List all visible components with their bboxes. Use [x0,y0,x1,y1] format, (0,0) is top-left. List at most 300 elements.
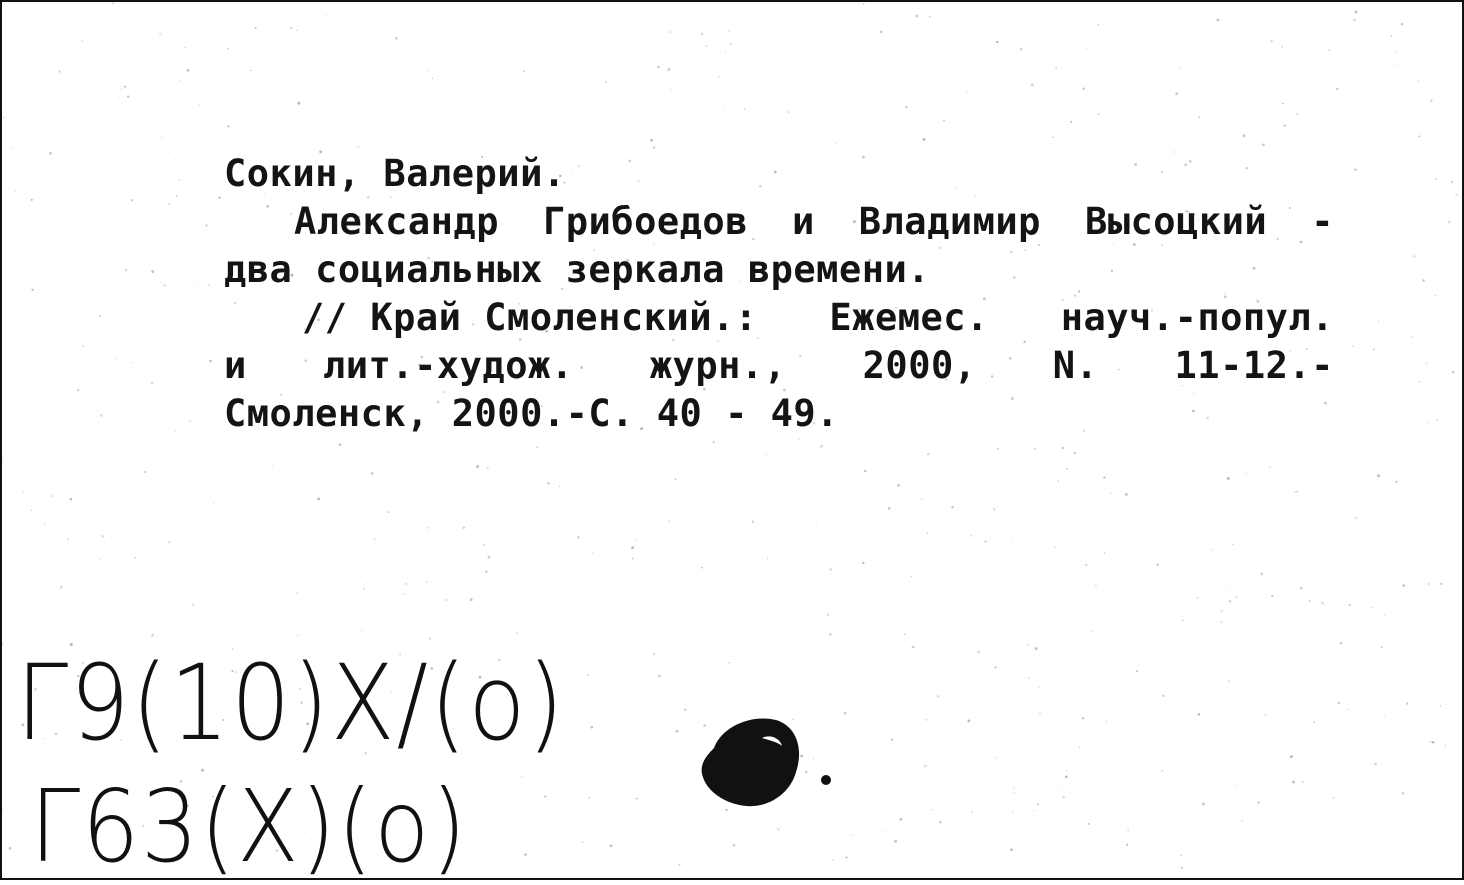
speck [821,445,824,448]
speck [1394,65,1396,67]
speck [426,71,428,73]
speck [1181,867,1183,869]
speck [524,853,527,856]
speck [58,70,60,72]
source-part: N. [1052,344,1099,387]
speck [922,138,925,141]
speck [205,224,207,226]
speck [669,521,670,522]
speck [1082,717,1084,719]
speck [653,146,655,148]
speck [995,666,997,668]
bibliographic-entry [224,150,1334,438]
speck [1198,116,1200,118]
speck [1229,600,1231,602]
speck [730,43,732,45]
speck [777,828,780,831]
speck [1440,705,1441,706]
speck [160,282,162,284]
speck [1269,466,1270,467]
speck [218,197,220,199]
speck [971,811,973,813]
speck [1406,702,1408,704]
speck [1062,796,1065,799]
speck [197,286,198,287]
speck [3,117,5,119]
speck [787,111,789,113]
speck [111,536,113,538]
speck [1321,602,1324,605]
speck [168,541,171,544]
speck [1352,345,1354,347]
speck [997,448,999,450]
speck [845,856,847,858]
speck [752,521,754,523]
speck [485,571,487,573]
speck [1411,336,1413,338]
source-line-1 [224,294,1334,342]
speck [192,603,195,606]
speck [388,511,390,513]
speck [1290,755,1293,758]
speck [1074,452,1076,454]
speck [429,638,431,640]
speck [767,558,768,559]
speck [1418,80,1419,81]
speck [1373,348,1375,350]
speck [1197,597,1199,599]
speck [250,70,252,72]
speck [70,498,73,501]
speck [885,830,887,832]
title-word: и [791,200,815,243]
speck [1028,677,1030,679]
speck [1328,49,1330,51]
speck [1012,811,1013,812]
speck [939,821,942,824]
speck [1294,491,1295,492]
speck [483,543,486,546]
speck [486,467,488,469]
speck [1313,721,1315,723]
speck [590,726,593,729]
speck [180,79,181,80]
speck [1422,279,1424,281]
speck [723,108,724,109]
speck [1054,546,1056,548]
speck [1300,587,1302,589]
speck [44,524,46,526]
speck [544,795,546,797]
speck [189,420,191,422]
speck [1202,802,1205,805]
speck [1309,600,1311,602]
speck [1384,614,1386,616]
speck [1435,295,1437,297]
speck [1235,596,1237,598]
speck [1281,46,1283,48]
speck [127,95,130,98]
speck [1242,134,1245,137]
speck [719,76,721,78]
speck [669,31,671,33]
speck [1182,620,1184,622]
speck [888,507,891,510]
speck [1227,477,1230,480]
speck [864,470,866,472]
speck [1445,745,1446,746]
title-dash: - [1311,200,1334,243]
speck [835,143,837,145]
speck [170,374,171,375]
speck [1228,680,1230,682]
speck [905,106,907,108]
speck [1440,583,1442,585]
speck [996,41,998,43]
speck [363,588,364,589]
speck [937,695,940,698]
speck [1013,788,1015,790]
speck [272,466,273,467]
speck [1162,695,1164,697]
speck [725,50,726,51]
speck [176,195,178,197]
speck [1354,168,1357,171]
speck [1125,493,1128,496]
speck [521,776,523,778]
speck [1098,113,1100,115]
source-part: 2000, [862,344,977,387]
speck [921,498,923,500]
speck [1426,362,1428,364]
speck [151,382,154,385]
speck [744,108,746,110]
speck [1180,67,1182,69]
call-number-secondary: Г63(Х)(о) [30,768,469,885]
speck [30,509,32,511]
speck [929,15,931,17]
speck [1092,631,1094,633]
speck [121,89,122,90]
speck [1348,709,1349,710]
source-line-3: Смоленск, 2000.-С. 40 - 49. [224,392,839,435]
speck [2,808,3,810]
speck [650,139,653,142]
speck [850,834,852,836]
speck [966,91,968,93]
speck [1031,83,1034,86]
speck [1374,762,1377,765]
source-part: и [224,344,247,387]
speck [1292,781,1295,784]
speck [49,152,52,155]
speck [178,179,180,181]
speck [1355,517,1358,520]
speck [488,556,491,559]
speck [951,506,953,508]
title-word: Грибоедов [542,200,748,243]
speck [1094,585,1097,588]
speck [339,443,342,446]
speck [927,453,929,455]
speck [82,40,83,41]
speck [1180,855,1181,856]
speck [1065,775,1068,778]
speck [163,284,166,287]
source-part: 11-12.- [1174,344,1334,387]
speck [1246,473,1247,474]
speck [1104,552,1106,554]
speck [610,844,613,847]
speck [1401,23,1404,26]
speck [1229,586,1230,587]
speck [995,757,997,759]
speck [151,270,154,273]
speck [1086,47,1087,48]
speck [405,583,407,585]
speck [159,33,162,36]
speck [426,581,427,582]
source-part: // Край Смоленский.: [302,296,758,339]
speck [1418,135,1420,137]
speck [701,33,703,35]
speck [1062,447,1064,449]
source-part: журн., [649,344,787,387]
speck [463,527,465,529]
speck [1198,713,1201,716]
speck [371,472,374,475]
title-word: Александр [294,200,499,243]
speck [943,120,945,122]
speck [144,471,146,473]
speck [1257,801,1259,803]
speck [168,151,170,153]
speck [1418,381,1420,383]
speck [577,536,580,539]
speck [1270,40,1273,43]
speck [296,592,298,594]
speck [470,598,473,601]
speck [14,190,15,191]
speck [977,651,980,654]
speck [112,2,114,4]
speck [1232,544,1233,545]
speck [161,137,162,138]
speck [432,78,433,79]
speck [701,567,703,569]
speck [1156,563,1158,565]
speck [168,203,170,205]
speck [1371,607,1372,608]
speck [1083,88,1085,90]
speck [1136,670,1138,672]
speck [445,599,448,602]
speck [1097,24,1099,26]
speck [684,709,687,712]
speck [1448,221,1451,224]
speck [1271,595,1273,597]
speck [1260,572,1263,575]
speck [101,535,104,538]
speck [1106,721,1107,722]
speck [833,860,834,861]
speck [536,446,537,447]
speck [297,634,299,636]
speck [912,646,915,649]
speck [733,844,736,847]
speck [213,503,214,504]
speck [290,27,292,29]
speck [1340,642,1342,644]
speck [1391,35,1392,36]
speck [199,104,201,106]
speck [125,269,127,271]
speck [1058,788,1059,789]
speck [1338,702,1340,704]
speck [523,70,525,72]
speck [1012,537,1013,538]
speck [1034,448,1036,450]
speck [1302,781,1304,783]
speck [993,508,996,511]
speck [1377,474,1380,477]
speck [255,27,257,29]
speck [1452,371,1454,373]
speck [1413,255,1416,258]
speck [1284,125,1286,127]
speck [676,730,679,733]
speck [1432,741,1435,744]
speck [361,629,363,631]
speck [1428,583,1430,585]
title-word: Высоцкий [1084,200,1268,243]
speck [1349,604,1351,606]
speck [373,538,375,540]
speck [325,15,326,16]
speck [679,864,681,866]
speck [1103,476,1105,478]
speck [82,346,83,347]
speck [151,634,154,637]
speck [77,389,79,391]
speck [675,478,677,480]
speck [829,633,831,635]
speck [1455,194,1457,196]
speck [357,146,359,148]
speck [653,653,655,655]
speck [816,522,817,523]
speck [131,199,133,201]
speck [1236,785,1237,786]
speck [516,632,518,634]
speck [967,719,970,722]
speck [1451,181,1453,183]
speck [23,492,24,493]
speck [1085,564,1087,566]
speck [1403,584,1406,587]
speck [476,465,479,468]
speck [1282,103,1284,105]
speck [1039,712,1041,714]
speck [1430,99,1432,101]
speck [1127,829,1129,831]
speck [317,498,320,501]
author-line: Сокин, Валерий. [224,152,566,195]
speck [403,593,405,595]
speck [1378,320,1379,321]
speck [1296,491,1298,493]
speck [67,538,69,540]
speck [713,441,715,443]
speck [227,47,229,49]
speck [587,674,589,676]
speck [899,818,902,821]
speck [360,576,361,577]
speck [1165,675,1166,676]
speck [208,284,210,286]
speck [31,199,33,201]
speck [927,532,928,533]
speck [1220,610,1223,613]
speck [1402,792,1405,795]
speck [99,558,101,560]
speck [1353,19,1356,22]
speck [706,45,708,47]
speck [931,809,932,810]
speck [668,68,671,71]
speck [51,495,53,497]
speck [1296,113,1298,115]
speck [1111,492,1112,493]
speck [897,484,900,487]
speck [1435,178,1437,180]
speck [1035,647,1038,650]
speck [1384,715,1385,716]
source-part: лит.-худож. [323,344,574,387]
speck [1020,48,1022,50]
speck [1088,823,1090,825]
speck [119,96,120,97]
speck [10,148,11,149]
speck [1262,143,1265,146]
speck [1429,741,1431,743]
speck [1437,419,1439,421]
speck [915,15,918,18]
speck [2,643,3,645]
speck [1066,770,1067,771]
speck [926,719,927,720]
speck [1066,468,1068,470]
speck [1175,92,1178,95]
speck [1126,843,1128,845]
speck [1212,549,1213,550]
speck [904,633,905,634]
title-line-1 [224,198,1334,246]
source-part: Ежемес. [829,296,989,339]
speck [729,662,730,663]
speck [670,89,671,90]
speck [115,358,116,359]
speck [547,482,550,485]
speck [605,81,607,83]
speck [844,712,846,714]
speck [830,568,833,571]
speck [296,30,297,31]
speck [880,31,883,34]
speck [63,204,65,206]
speck [124,86,126,88]
speck [894,840,897,843]
